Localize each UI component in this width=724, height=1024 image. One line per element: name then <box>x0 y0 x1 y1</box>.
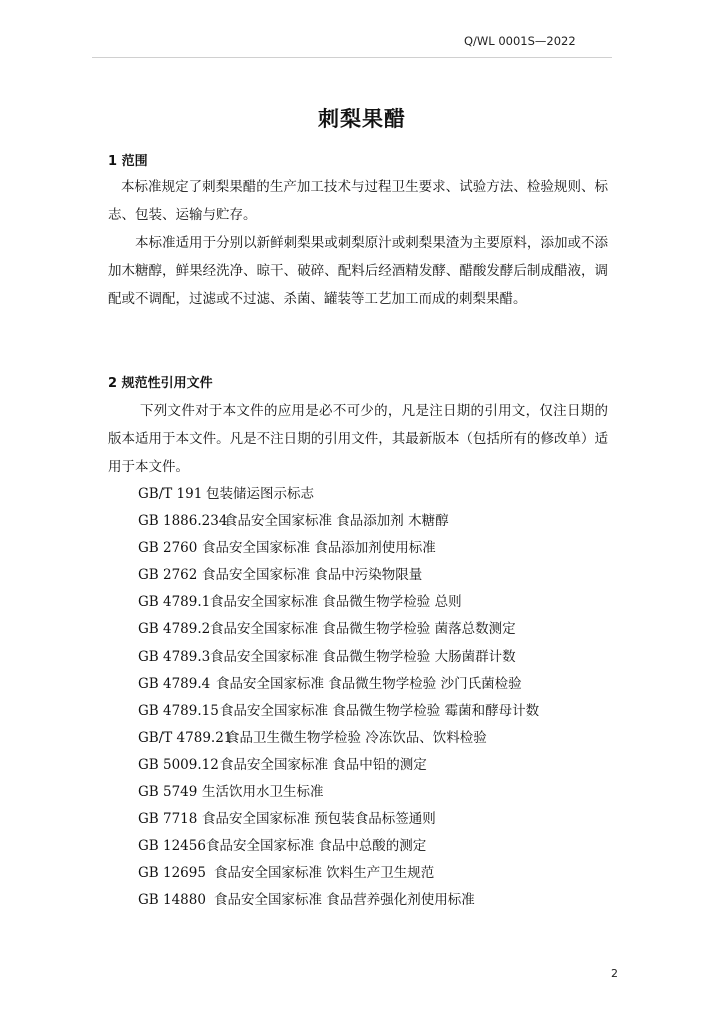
list-item <box>138 481 539 508</box>
reference-title: 食品安全国家标准 食品微生物学检验 总则 <box>210 594 462 611</box>
reference-code: GB 1886.234 <box>138 513 228 530</box>
reference-code: GB 4789.1 <box>138 594 211 611</box>
reference-title: 食品安全国家标准 食品添加剂 木糖醇 <box>224 513 449 530</box>
reference-title: 包装储运图示标志 <box>206 486 314 502</box>
list-item <box>138 616 539 643</box>
list-item <box>138 671 539 698</box>
reference-code: GB 4789.3 <box>138 648 211 665</box>
reference-title: 食品安全国家标准 食品中污染物限量 <box>202 567 423 584</box>
standard-code: Q/WL 0001S—2022 <box>464 34 576 48</box>
list-item <box>138 725 539 752</box>
reference-title: 食品安全国家标准 食品中铅的测定 <box>220 756 427 773</box>
list-item <box>138 806 539 833</box>
page-number: 2 <box>611 967 618 980</box>
document-title: 刺梨果醋 <box>318 107 406 131</box>
list-item <box>138 562 539 589</box>
reference-code: GB 14880 <box>138 892 206 909</box>
reference-code: GB 4789.4 <box>138 675 211 692</box>
scope-paragraph-1: 本标准规定了刺梨果醋的生产加工技术与过程卫生要求、试验方法、检验规则、标志、包装、运输与贮存。 <box>108 179 608 223</box>
reference-title: 食品安全国家标准 食品微生物学检验 菌落总数测定 <box>210 621 516 638</box>
reference-title: 生活饮用水卫生标准 <box>202 784 324 801</box>
reference-code: GB/T 191 <box>138 486 203 502</box>
section-heading-normative-references: 2 规范性引用文件 <box>108 376 213 391</box>
reference-title: 食品安全国家标准 食品微生物学检验 沙门氏菌检验 <box>216 675 522 692</box>
reference-code: GB 5009.12 <box>138 756 219 773</box>
reference-code: GB 7718 <box>138 811 198 828</box>
list-item <box>138 644 539 671</box>
reference-code: GB 5749 <box>138 784 198 801</box>
reference-title: 食品安全国家标准 食品营养强化剂使用标准 <box>214 892 475 909</box>
list-item <box>138 860 539 887</box>
reference-code: GB 12695 <box>138 865 206 882</box>
reference-list <box>138 481 539 915</box>
section-heading-scope: 1 范围 <box>108 154 148 169</box>
reference-title: 食品卫生微生物学检验 冷冻饮品、饮料检验 <box>226 729 487 746</box>
list-item <box>138 508 539 535</box>
list-item <box>138 698 539 725</box>
reference-code: GB 12456 <box>138 838 206 855</box>
scope-paragraph-2: 本标准适用于分别以新鲜刺梨果或刺梨原汁或刺梨果渣为主要原料，添加或不添加木糖醇，鲜果经洗净、晾干、破碎、配料后经酒精发酵、醋酸发酵后制成醋液，调配或不调配，过滤或不过滤、杀菌、罐装等工艺加工而成的刺梨果醋。 <box>108 235 608 307</box>
header-divider <box>92 57 612 58</box>
reference-title: 食品安全国家标准 食品微生物学检验 霉菌和酵母计数 <box>220 702 540 719</box>
list-item <box>138 887 539 914</box>
reference-code: GB/T 4789.21 <box>138 729 233 746</box>
reference-code: GB 2762 <box>138 567 198 584</box>
reference-title: 食品安全国家标准 预包装食品标签通则 <box>202 811 436 828</box>
reference-title: 食品安全国家标准 食品添加剂使用标准 <box>202 540 436 557</box>
list-item <box>138 833 539 860</box>
reference-title: 食品安全国家标准 饮料生产卫生规范 <box>214 865 435 882</box>
reference-code: GB 4789.15 <box>138 702 219 719</box>
references-intro: 下列文件对于本文件的应用是必不可少的，凡是注日期的引用文，仅注日期的版本适用于本文件。凡是不注日期的引用文件，其最新版本（包括所有的修改单）适用于本文件。 <box>108 403 608 475</box>
reference-title: 食品安全国家标准 食品中总酸的测定 <box>206 838 427 855</box>
reference-code: GB 4789.2 <box>138 621 211 638</box>
list-item <box>138 535 539 562</box>
list-item <box>138 779 539 806</box>
reference-code: GB 2760 <box>138 540 198 557</box>
reference-title: 食品安全国家标准 食品微生物学检验 大肠菌群计数 <box>210 648 516 665</box>
list-item <box>138 589 539 616</box>
list-item <box>138 752 539 779</box>
